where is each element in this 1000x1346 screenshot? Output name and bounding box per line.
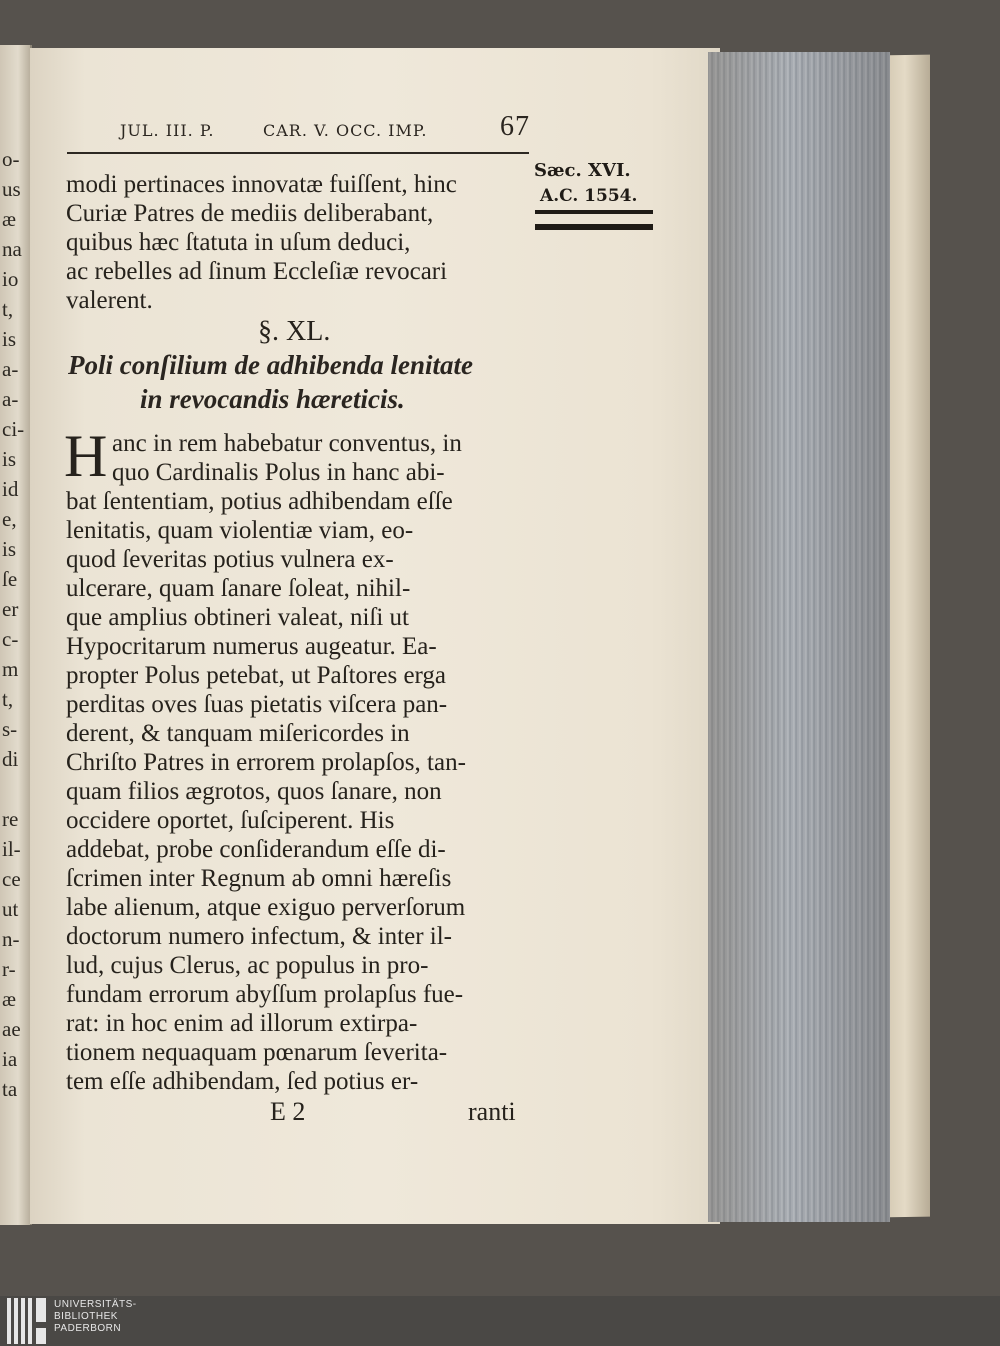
body-line: Curiæ Patres de mediis deliberabant, [66,200,434,227]
body-line: que amplius obtineri valeat, niſi ut [66,604,409,631]
running-head-center: CAR. V. OCC. IMP. [263,121,428,140]
body-line: propter Polus petebat, ut Paſtores erga [66,662,447,689]
left-page-fragment: is [2,537,17,561]
library-name-line-3: PADERBORN [54,1323,122,1334]
left-page-fragment: o- [2,147,20,171]
body-line: anc in rem habebatur conventus, in [112,430,462,457]
body-line: ſcrimen inter Regnum ab omni hæreſis [66,865,452,892]
body-line: tionem nequaquam pœnarum ſeverita- [66,1039,448,1066]
body-line: doctorum numero infectum, & inter il- [66,923,453,950]
left-page-fragment: is [2,447,17,471]
left-page-fragment: æ [2,987,17,1011]
library-footer [0,1296,1000,1346]
left-page-fragment: a- [2,357,19,381]
left-page-fragment: t, [2,687,14,711]
body-line: labe alienum, atque exiguo perverſorum [66,894,466,921]
left-page-fragment: is [2,327,17,351]
header-rule [67,152,529,154]
margin-note-saec: Sæc. XVI. [534,160,631,181]
left-page-fragment: il- [2,837,21,861]
body-line: addebat, probe conſiderandum eſſe di- [66,836,446,863]
body-line: quo Cardinalis Polus in hanc abi- [112,459,445,486]
section-heading-line-2: in revocandis hæreticis. [140,384,405,414]
left-page-fragment: m [2,657,19,681]
left-page-fragment: us [2,177,21,201]
body-line: quibus hæc ſtatuta in uſum deduci, [66,229,411,256]
body-line: lud, cujus Clerus, ac populus in pro- [66,952,429,979]
left-page-fragment: a- [2,387,19,411]
left-page-edge [0,45,32,1225]
body-line: quod ſeveritas potius vulnera ex- [66,546,394,573]
running-head-left: JUL. III. P. [120,121,215,140]
margin-note-rule [535,210,653,214]
body-line: occidere oportet, ſuſciperent. His [66,807,395,834]
body-line: tem eſſe adhibendam, ſed potius er- [66,1068,419,1095]
margin-note-rule [535,224,653,230]
signature-mark: E 2 [270,1097,306,1126]
left-page-fragment: s- [2,717,18,741]
body-line: fundam errorum abyſſum prolapſus fue- [66,981,464,1008]
margin-note-year: A.C. 1554. [540,186,638,206]
left-page-fragment: c- [2,627,19,651]
left-page-fragment: ta [2,1077,18,1101]
body-line: quam filios ægrotos, quos ſanare, non [66,778,442,805]
body-line: bat ſententiam, potius adhibendam eſſe [66,488,453,515]
library-name-line-1: UNIVERSITÄTS- [54,1299,137,1310]
left-page-fragment: io [2,267,19,291]
body-line: perditas oves ſuas pietatis viſcera pan- [66,691,448,718]
body-line: lenitatis, quam violentiæ viam, eo- [66,517,414,544]
page-edges [708,52,890,1222]
catchword: ranti [468,1097,516,1126]
left-page-fragment: ut [2,897,19,921]
section-heading-line-1: Poli conſilium de adhibenda lenitate [68,350,473,380]
drop-cap: H [64,423,108,489]
left-page-fragment: t, [2,297,14,321]
body-line: Hypocritarum numerus augeatur. Ea- [66,633,437,660]
left-page-fragment: di [2,747,19,771]
running-head [120,111,530,147]
library-logo-icon [7,1298,47,1344]
left-page-fragment: ae [2,1017,21,1041]
left-page-fragment: n- [2,927,20,951]
body-line: Chriſto Patres in errorem prolapſos, tan- [66,749,466,776]
left-page-fragment: r- [2,957,16,981]
left-page-fragment: ce [2,867,21,891]
left-page-fragment: ci- [2,417,25,441]
left-page-fragment: re [2,807,19,831]
left-page-fragment: ia [2,1047,18,1071]
body-line: derent, & tanquam miſericordes in [66,720,410,747]
library-name-line-2: BIBLIOTHEK [54,1311,118,1322]
body-line: ulcerare, quam ſanare ſoleat, nihil- [66,575,411,602]
left-page-fragment: e, [2,507,17,531]
left-page-fragment: æ [2,207,17,231]
left-page-fragment: id [2,477,19,501]
page-number: 67 [500,111,530,142]
body-line: valerent. [66,287,153,314]
left-page-fragment: ſe [2,567,18,591]
body-line: modi pertinaces innovatæ fuiſſent, hinc [66,171,457,198]
left-page-fragment: er [2,597,19,621]
body-line: ac rebelles ad ſinum Eccleſiæ revocari [66,258,448,285]
section-mark: §. XL. [258,316,331,347]
body-line: rat: in hoc enim ad illorum extirpa- [66,1010,418,1037]
left-page-fragment: na [2,237,22,261]
